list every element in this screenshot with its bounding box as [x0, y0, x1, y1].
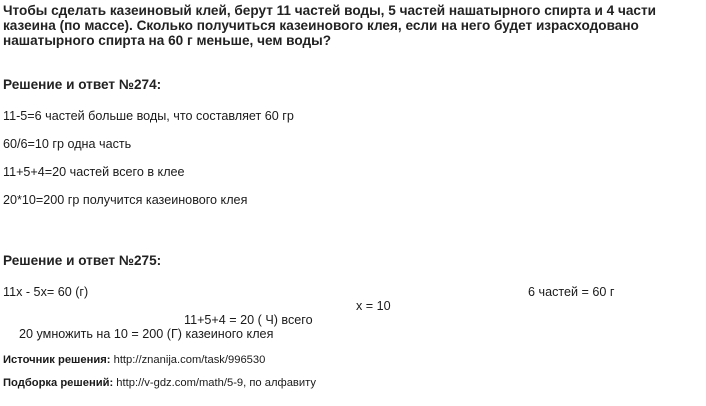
source-line [3, 354, 265, 366]
selection-line [3, 377, 316, 389]
problem-statement [3, 3, 703, 48]
solution-275-equation-4: 11+5+4 = 20 ( Ч) всего [184, 313, 313, 327]
selection-label: Подборка решений: [3, 377, 114, 389]
solution-274-heading: Решение и ответ №274: [3, 77, 162, 92]
solution-274-step-4: 20*10=200 гр получится казеинового клея [3, 193, 248, 207]
problem-line-2: казеина (по массе). Сколько получиться казеинового клея, если на него будет израсходовано [3, 18, 639, 33]
solution-275-equation-2: 6 частей = 60 г [528, 285, 615, 299]
source-link[interactable]: http://znanija.com/task/996530 [113, 354, 266, 366]
selection-link[interactable]: http://v-gdz.com/math/5-9, по алфавиту [116, 377, 316, 389]
solution-275-heading: Решение и ответ №275: [3, 253, 162, 268]
solution-274-step-3: 11+5+4=20 частей всего в клее [3, 165, 185, 179]
solution-274-step-2: 60/6=10 гр одна часть [3, 137, 132, 151]
solution-275-equation-1: 11х - 5х= 60 (г) [3, 285, 89, 299]
solution-275-equation-3: х = 10 [356, 299, 391, 313]
solution-275-equation-5: 20 умножить на 10 = 200 (Г) казеиного клея [19, 327, 274, 341]
source-label: Источник решения: [3, 354, 111, 366]
problem-line-3: нашатырного спирта на 60 г меньше, чем воды? [3, 33, 332, 48]
problem-line-1: Чтобы сделать казеиновый клей, берут 11 частей воды, 5 частей нашатырного спирта и 4 части [3, 3, 656, 18]
solution-274-step-1: 11-5=6 частей больше воды, что составляет 60 гр [3, 109, 294, 123]
